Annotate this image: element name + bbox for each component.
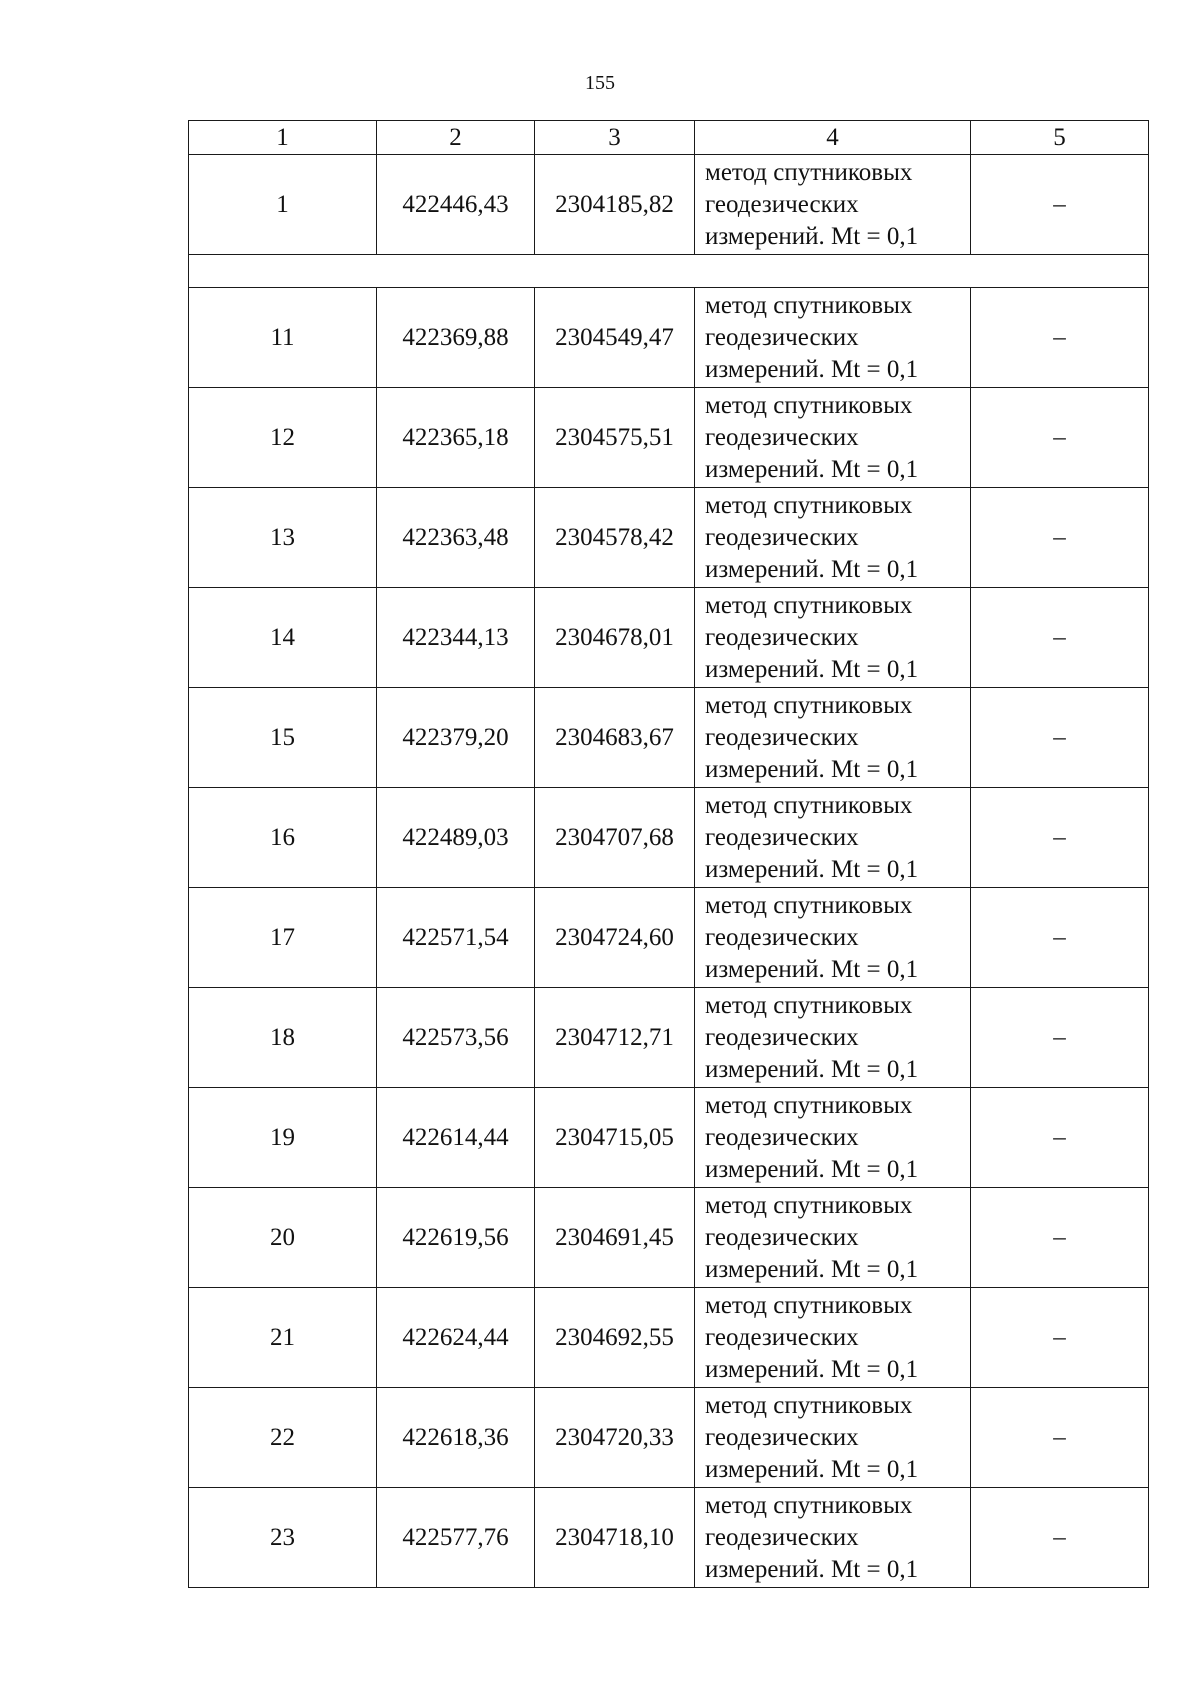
x-coordinate-cell: 422369,88 [377,288,535,388]
method-line: измерений. Mt = 0,1 [705,1155,919,1183]
y-coordinate-cell: 2304720,33 [535,1388,695,1488]
y-coordinate-cell: 2304724,60 [535,888,695,988]
y-coordinate-cell: 2304549,47 [535,288,695,388]
note-cell: – [971,1188,1149,1288]
note-cell: – [971,988,1149,1088]
gap-row [189,255,1149,288]
method-line: метод спутниковых [705,1291,913,1319]
y-coordinate-cell: 2304185,82 [535,155,695,255]
header-col-1: 1 [189,121,377,155]
point-number-cell: 18 [189,988,377,1088]
note-cell: – [971,588,1149,688]
header-col-4: 4 [695,121,971,155]
x-coordinate-cell: 422573,56 [377,988,535,1088]
point-number-cell: 19 [189,1088,377,1188]
point-number-cell: 11 [189,288,377,388]
method-line: метод спутниковых [705,691,913,719]
method-line: измерений. Mt = 0,1 [705,955,919,983]
point-number-cell: 12 [189,388,377,488]
table-row [189,788,1149,888]
method-line: геодезических [705,190,859,218]
method-line: метод спутниковых [705,1191,913,1219]
table-row [189,1388,1149,1488]
method-line: метод спутниковых [705,991,913,1019]
table-row [189,688,1149,788]
method-line: геодезических [705,1523,859,1551]
x-coordinate-cell: 422363,48 [377,488,535,588]
method-line: геодезических [705,1423,859,1451]
x-coordinate-cell: 422619,56 [377,1188,535,1288]
method-line: измерений. Mt = 0,1 [705,555,919,583]
method-cell [695,688,971,788]
method-cell [695,155,971,255]
header-col-5: 5 [971,121,1149,155]
method-line: метод спутниковых [705,891,913,919]
point-number-cell: 13 [189,488,377,588]
method-cell [695,488,971,588]
point-number-cell: 14 [189,588,377,688]
note-cell: – [971,888,1149,988]
table-row [189,1188,1149,1288]
method-line: геодезических [705,1023,859,1051]
method-cell [695,388,971,488]
x-coordinate-cell: 422571,54 [377,888,535,988]
method-line: геодезических [705,1223,859,1251]
method-line: метод спутниковых [705,1391,913,1419]
method-cell [695,1388,971,1488]
note-cell: – [971,488,1149,588]
note-cell: – [971,388,1149,488]
table-body [189,155,1149,1588]
method-line: измерений. Mt = 0,1 [705,1255,919,1283]
method-line: геодезических [705,1323,859,1351]
y-coordinate-cell: 2304707,68 [535,788,695,888]
x-coordinate-cell: 422614,44 [377,1088,535,1188]
method-cell [695,988,971,1088]
table-row [189,888,1149,988]
note-cell: – [971,288,1149,388]
y-coordinate-cell: 2304683,67 [535,688,695,788]
x-coordinate-cell: 422379,20 [377,688,535,788]
note-cell: – [971,1388,1149,1488]
x-coordinate-cell: 422344,13 [377,588,535,688]
method-cell [695,1088,971,1188]
method-line: метод спутниковых [705,158,913,186]
x-coordinate-cell: 422577,76 [377,1488,535,1588]
x-coordinate-cell: 422446,43 [377,155,535,255]
point-number-cell: 16 [189,788,377,888]
table-header [189,121,1149,155]
y-coordinate-cell: 2304678,01 [535,588,695,688]
point-number-cell: 23 [189,1488,377,1588]
method-line: измерений. Mt = 0,1 [705,855,919,883]
x-coordinate-cell: 422365,18 [377,388,535,488]
method-line: геодезических [705,623,859,651]
header-col-3: 3 [535,121,695,155]
table-row [189,155,1149,255]
method-line: измерений. Mt = 0,1 [705,455,919,483]
y-coordinate-cell: 2304718,10 [535,1488,695,1588]
method-cell [695,1488,971,1588]
x-coordinate-cell: 422618,36 [377,1388,535,1488]
method-line: метод спутниковых [705,1091,913,1119]
method-cell [695,288,971,388]
note-cell: – [971,1088,1149,1188]
y-coordinate-cell: 2304712,71 [535,988,695,1088]
table-row [189,1088,1149,1188]
method-line: измерений. Mt = 0,1 [705,655,919,683]
method-line: измерений. Mt = 0,1 [705,1455,919,1483]
method-line: геодезических [705,323,859,351]
point-number-cell: 15 [189,688,377,788]
note-cell: – [971,1488,1149,1588]
header-col-2: 2 [377,121,535,155]
method-line: геодезических [705,423,859,451]
page-number: 155 [585,72,615,94]
y-coordinate-cell: 2304578,42 [535,488,695,588]
y-coordinate-cell: 2304692,55 [535,1288,695,1388]
point-number-cell: 21 [189,1288,377,1388]
point-number-cell: 1 [189,155,377,255]
table-row [189,288,1149,388]
table-row [189,388,1149,488]
table-row [189,988,1149,1088]
note-cell: – [971,688,1149,788]
y-coordinate-cell: 2304575,51 [535,388,695,488]
method-line: метод спутниковых [705,1491,913,1519]
method-line: геодезических [705,1123,859,1151]
y-coordinate-cell: 2304715,05 [535,1088,695,1188]
method-line: измерений. Mt = 0,1 [705,755,919,783]
method-line: измерений. Mt = 0,1 [705,1555,919,1583]
point-number-cell: 22 [189,1388,377,1488]
method-line: геодезических [705,723,859,751]
method-line: метод спутниковых [705,391,913,419]
x-coordinate-cell: 422489,03 [377,788,535,888]
method-cell [695,788,971,888]
coordinates-table [188,120,1149,1588]
table-row [189,1288,1149,1388]
header-row [189,121,1149,155]
x-coordinate-cell: 422624,44 [377,1288,535,1388]
method-line: измерений. Mt = 0,1 [705,222,919,250]
note-cell: – [971,155,1149,255]
method-line: метод спутниковых [705,791,913,819]
method-cell [695,888,971,988]
method-line: измерений. Mt = 0,1 [705,1055,919,1083]
note-cell: – [971,788,1149,888]
point-number-cell: 17 [189,888,377,988]
method-line: измерений. Mt = 0,1 [705,355,919,383]
note-cell: – [971,1288,1149,1388]
method-line: геодезических [705,823,859,851]
table-row [189,488,1149,588]
method-cell [695,1188,971,1288]
method-line: метод спутниковых [705,591,913,619]
method-cell [695,1288,971,1388]
table-row [189,588,1149,688]
method-line: метод спутниковых [705,291,913,319]
point-number-cell: 20 [189,1188,377,1288]
method-line: геодезических [705,523,859,551]
method-line: метод спутниковых [705,491,913,519]
gap-cell [189,255,1149,288]
y-coordinate-cell: 2304691,45 [535,1188,695,1288]
table-row [189,1488,1149,1588]
method-line: измерений. Mt = 0,1 [705,1355,919,1383]
method-cell [695,588,971,688]
method-line: геодезических [705,923,859,951]
